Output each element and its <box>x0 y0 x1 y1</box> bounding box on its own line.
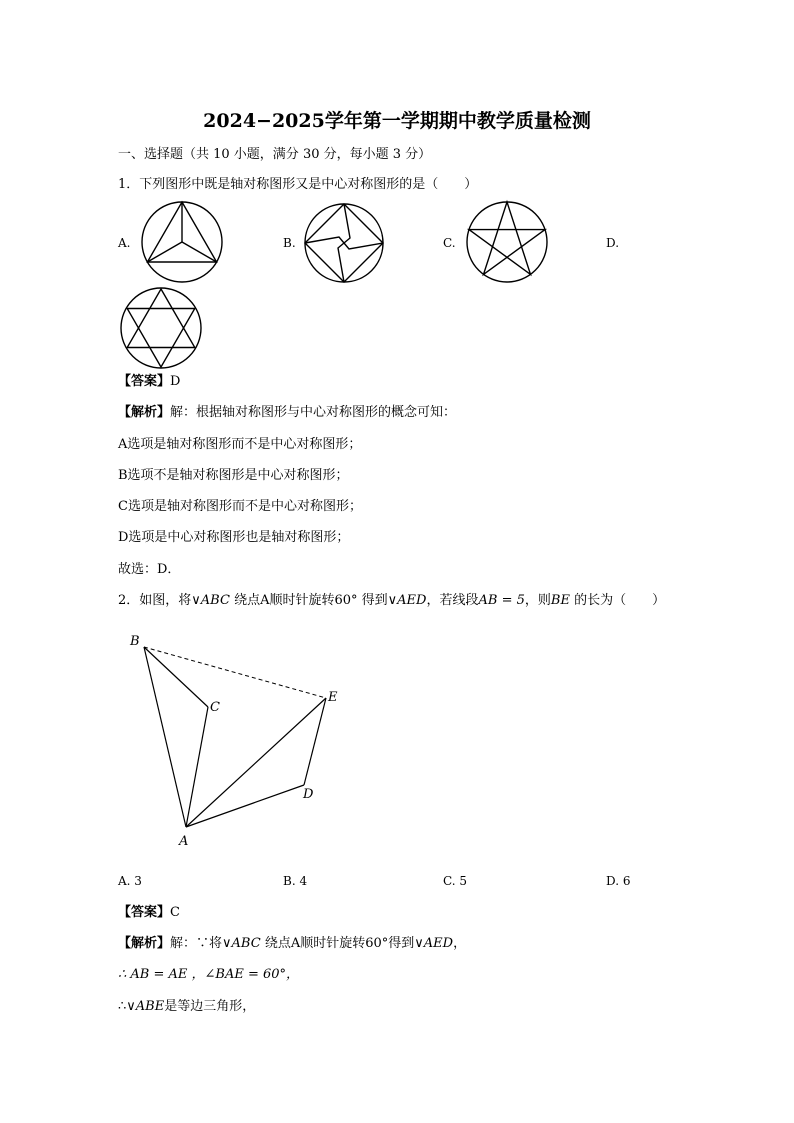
q2-stem-part: ，则 <box>524 593 551 608</box>
q2-option-c: C. 5 <box>443 874 468 888</box>
q2-stem-part: 2．如图，将 <box>118 593 192 608</box>
q2-option-b: B. 4 <box>283 874 308 888</box>
segment-da <box>186 785 304 827</box>
q2-analysis-line-2 <box>118 967 299 983</box>
q1-conclusion: 故选：D． <box>118 562 181 577</box>
analysis-text: 解：根据轴对称图形与中心对称图形的概念可知： <box>170 405 457 420</box>
analysis-angle: 60° <box>365 936 389 951</box>
question-1-stem: 1．下列图形中既是轴对称图形又是中心对称图形的是（ ） <box>118 177 478 192</box>
segment-ba <box>144 647 186 827</box>
q1-option-b-figure <box>303 202 385 284</box>
q2-triangle-abc: ∨ABC <box>191 593 230 608</box>
analysis-text: ， <box>453 936 467 951</box>
point-label-c: C <box>210 700 220 715</box>
q1-option-a-figure <box>140 200 224 284</box>
analysis-text: ∴ <box>118 999 127 1014</box>
q1-analysis-line: A选项是轴对称图形而不是中心对称图形； <box>118 437 362 452</box>
q2-answer <box>118 905 180 921</box>
analysis-text: 是等边三角形， <box>164 999 256 1014</box>
answer-value: D <box>170 374 181 389</box>
q2-geometry-figure <box>120 625 360 855</box>
q2-triangle-aed: ∨AED <box>387 593 427 608</box>
point-label-d: D <box>303 787 314 802</box>
q2-stem-part: 的长为（ ） <box>569 593 666 608</box>
q2-segment-be: BE <box>550 593 570 608</box>
analysis-text: 解：∵将 <box>170 936 223 951</box>
segment-ae <box>186 698 326 827</box>
q1-option-c-label: C. <box>443 236 456 250</box>
exam-title: 2024−2025学年第一学期期中教学质量检测 <box>203 110 591 132</box>
q1-analysis-line: B选项不是轴对称图形是中心对称图形； <box>118 468 349 483</box>
q2-stem-part: 得到 <box>357 593 388 608</box>
analysis-text: 得到 <box>388 936 415 951</box>
answer-label: 【答案】 <box>118 374 171 389</box>
analysis-text: 绕点A顺时针旋转 <box>260 936 366 951</box>
point-label-a: A <box>179 834 189 849</box>
question-2-stem <box>118 593 665 609</box>
q2-segment-ab: AB = 5 <box>478 593 525 608</box>
q2-analysis-line-1 <box>118 936 466 952</box>
q1-analysis-first <box>118 405 456 421</box>
answer-value: C <box>170 905 180 920</box>
analysis-triangle-aed: ∨AED <box>414 936 454 951</box>
answer-label: 【答案】 <box>118 905 171 920</box>
q2-angle: 60° <box>334 593 358 608</box>
segment-ed <box>304 698 326 785</box>
q1-option-c-figure <box>465 200 549 284</box>
q2-option-a: A. 3 <box>118 874 142 888</box>
analysis-triangle-abe: ∨ABE <box>126 999 165 1014</box>
analysis-triangle-abc: ∨ABC <box>222 936 261 951</box>
section-heading: 一、选择题（共 10 小题，满分 30 分，每小题 3 分） <box>118 147 432 162</box>
q1-answer <box>118 374 180 390</box>
point-label-e: E <box>328 690 338 705</box>
point-label-b: B <box>130 634 140 649</box>
q1-option-b-label: B. <box>283 236 296 250</box>
q2-analysis-line-3 <box>118 999 255 1015</box>
q1-option-a-label: A. <box>118 236 131 250</box>
q2-stem-part: 绕点A顺时针旋转 <box>229 593 335 608</box>
q2-stem-part: ，若线段 <box>426 593 479 608</box>
analysis-label: 【解析】 <box>118 936 171 951</box>
q1-analysis-line: D选项是中心对称图形也是轴对称图形； <box>118 530 350 545</box>
q2-option-d: D. 6 <box>606 874 631 888</box>
analysis-text: ∴ AB = AE ，∠BAE = 60°， <box>118 967 300 982</box>
analysis-label: 【解析】 <box>118 405 171 420</box>
segment-bc <box>144 647 208 707</box>
q1-analysis-line: C选项是轴对称图形而不是中心对称图形； <box>118 499 362 514</box>
q1-option-d-label: D. <box>606 236 620 250</box>
q1-option-d-figure <box>119 286 203 370</box>
